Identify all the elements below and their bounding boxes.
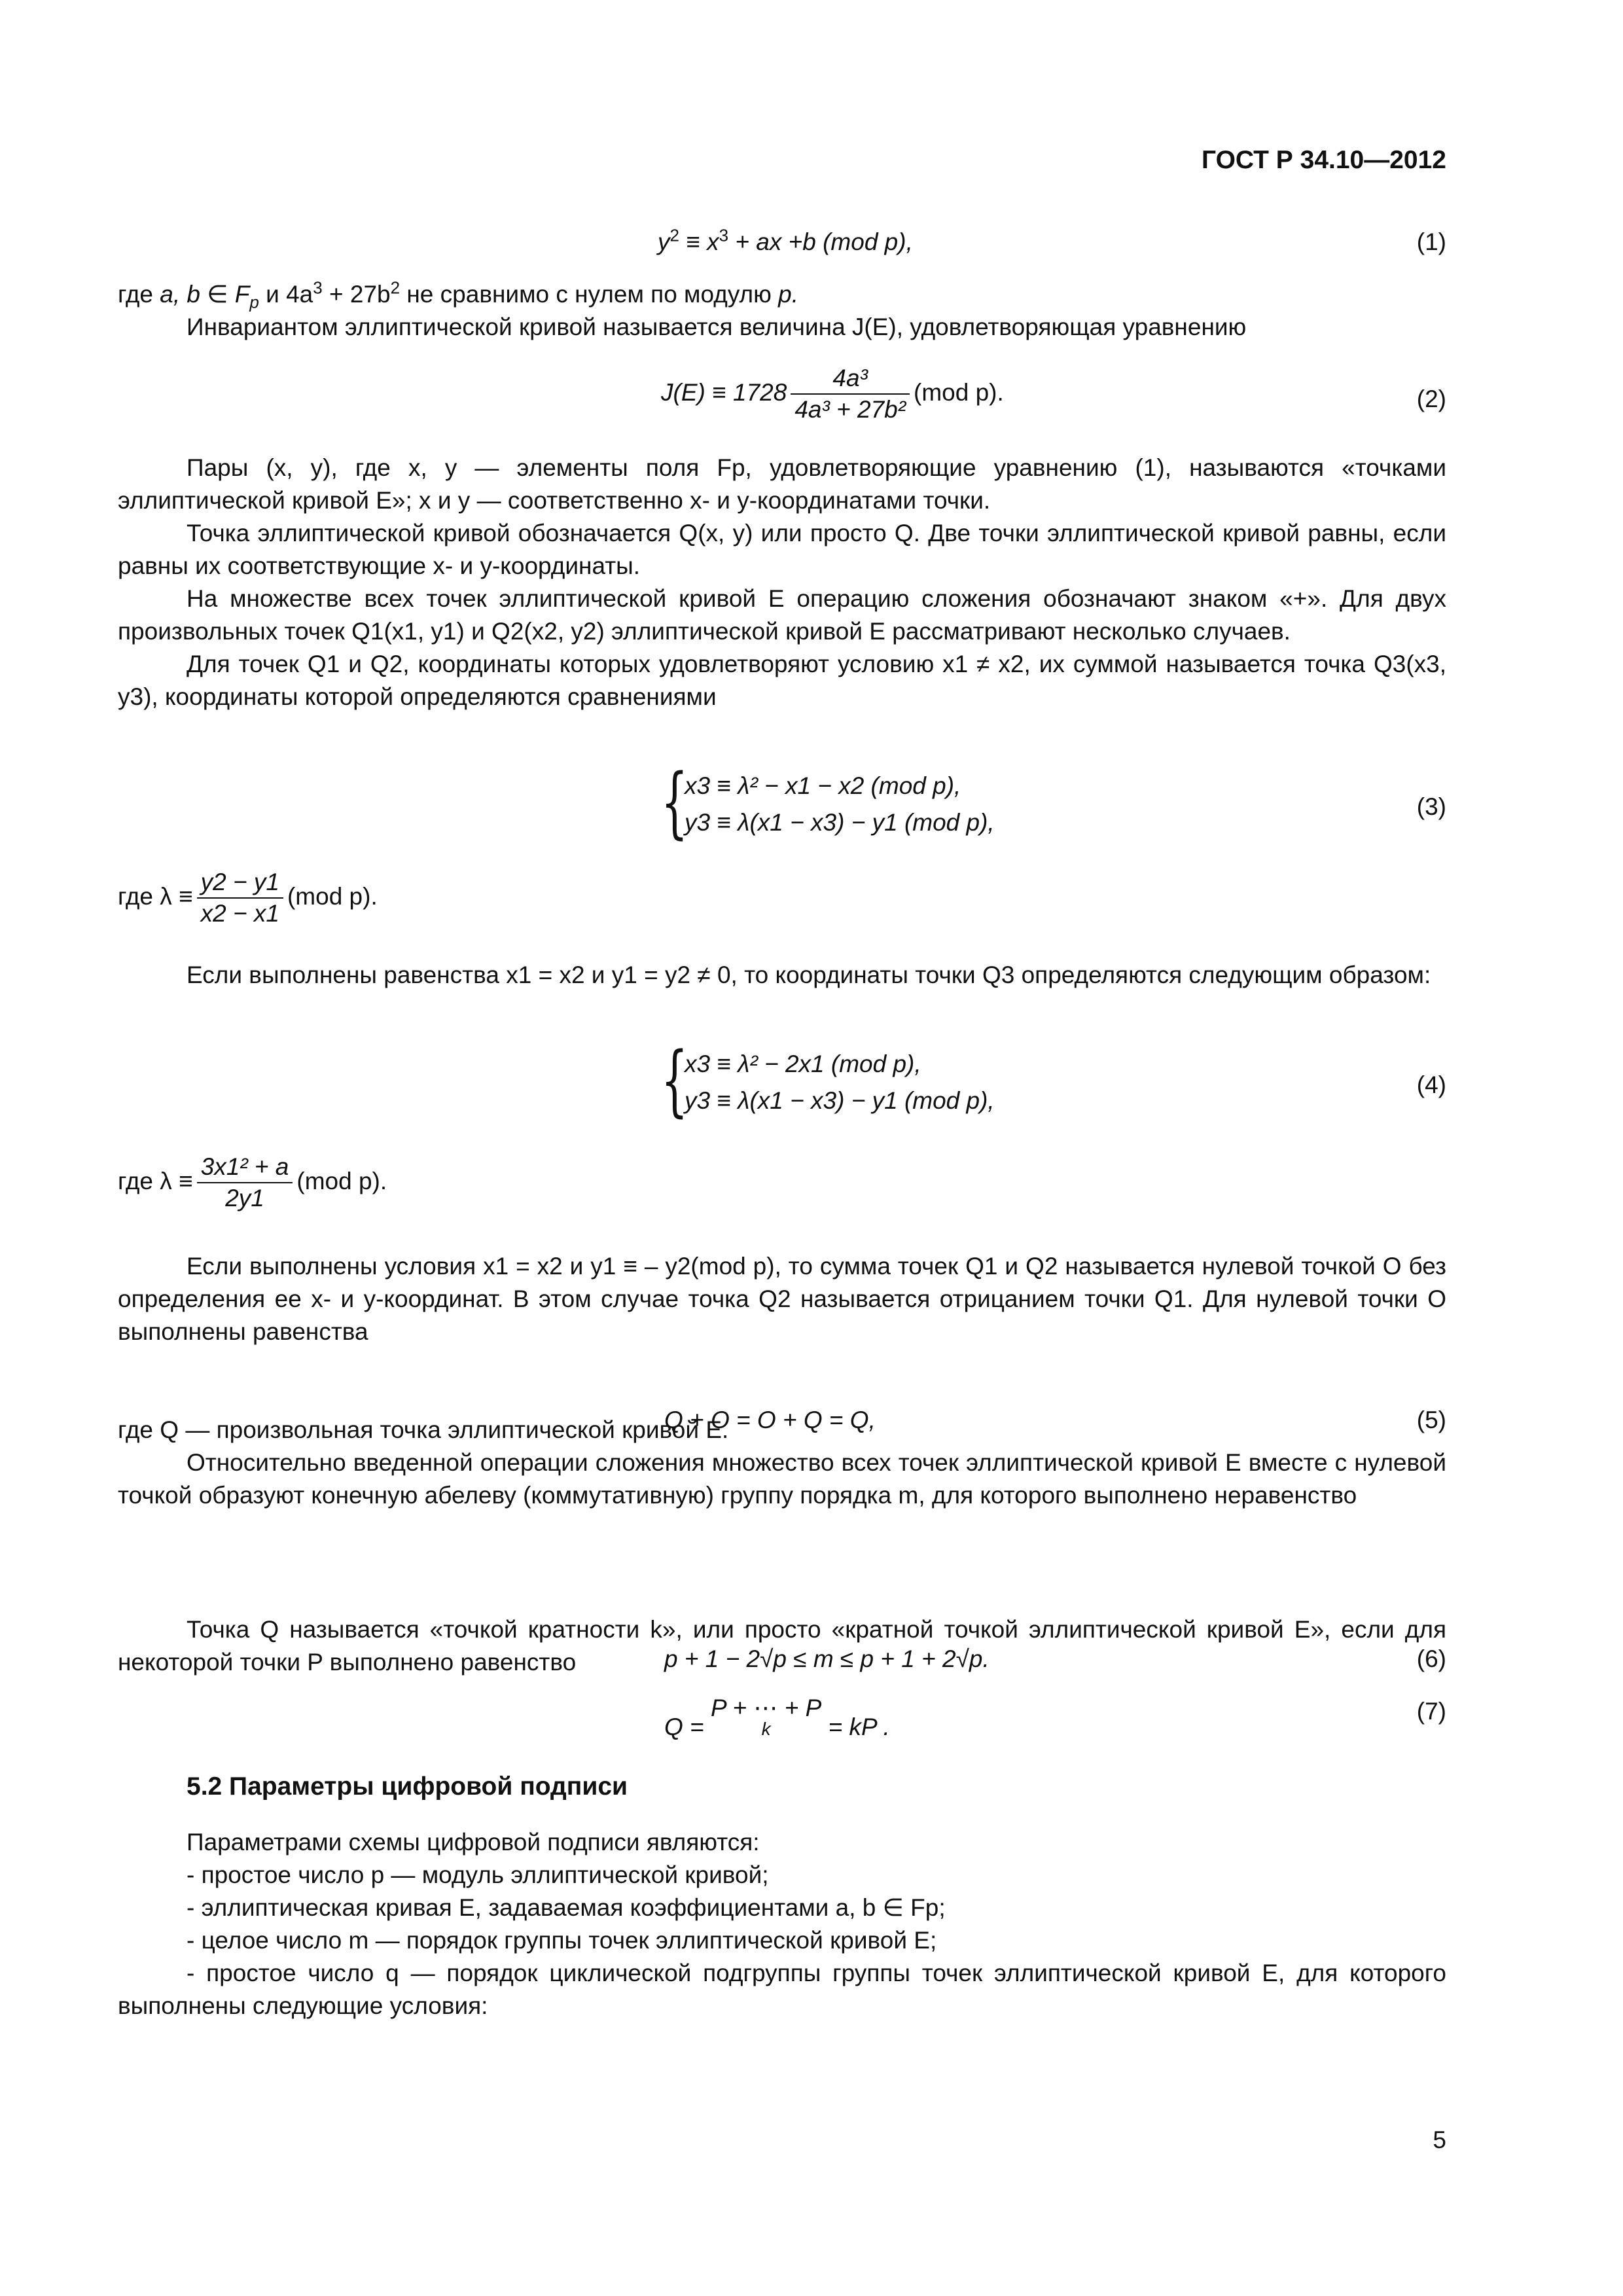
- equation-number: (2): [1416, 386, 1446, 412]
- paragraph-pairs: Пары (x, y), где x, y — элементы поля Fp, удовлетворяющие уравнению (1), называются «точками эллиптической кривой E»; x и y — соответственно x- и y-координатами точки.: [118, 454, 1446, 514]
- paragraphs-definitions: [118, 452, 1446, 713]
- left-brace: {: [661, 757, 688, 847]
- paragraph-point: Точка эллиптической кривой обозначается Q(x, y) или просто Q. Две точки эллиптической кривой равны, если равны их соответствующие x- и y-координаты.: [118, 520, 1446, 579]
- equation-number: (7): [1416, 1698, 1446, 1725]
- equation-6: p + 1 − 2√p ≤ m ≤ p + 1 + 2√p. (6): [118, 1643, 1446, 1682]
- lambda-definition-2: где λ ≡ $\frac{\text{3x1² + a}}{2y1}$ (mod p).: [118, 1153, 387, 1211]
- equation-2: J(E) ≡ 1728 $\frac{\text{4a³}}{\text{4a³ + 27b²}}$ (mod p). (2): [661, 365, 1446, 423]
- page-number: 5: [1433, 2126, 1446, 2153]
- equation-1: $y^2 \equiv x^3$ + ax +b (mod p), (1): [118, 226, 1446, 265]
- equation-number: (5): [1416, 1407, 1446, 1433]
- paragraphs-group: [118, 1414, 1446, 1512]
- standard-header: ГОСТ Р 34.10—2012: [1202, 146, 1446, 174]
- equation-7: Q = P + ⋯ + P k = kP . (7): [664, 1695, 1446, 1740]
- list-item: - эллиптическая кривая E, задаваемая коэффициентами a, b ∈ Fp;: [187, 1894, 946, 1921]
- equation-number: (3): [1416, 793, 1446, 820]
- paragraph-case-2-wrap: [118, 959, 1446, 992]
- equation-4: { x3 ≡ λ² − 2x1 (mod p), y3 ≡ λ(x1 − x3) − y1 (mod p), (4): [661, 1035, 1446, 1125]
- paragraph-case-1: Для точек Q1 и Q2, координаты которых удовлетворяют условию x1 ≠ x2, их суммой называется точка Q3(x3, y3), координаты которой определяются сравнениями: [118, 651, 1446, 710]
- paragraph-group: Относительно введенной операции сложения множество всех точек эллиптической кривой E вместе с нулевой точкой образуют конечную абелеву (коммутативную) группу порядка m, для которого выполнено неравенство: [118, 1449, 1446, 1509]
- paragraph-addition: На множестве всех точек эллиптической кривой E операцию сложения обозначают знаком «+». Для двух произвольных точек Q1(x1, y1) и Q2(x2, y2) эллиптической кривой E рассматривают несколько случаев.: [118, 585, 1446, 645]
- paragraph-multiple: Точка Q называется «точкой кратности k», или просто «кратной точкой эллиптической кривой E», если для некоторой точки P выполнено равенство: [118, 1616, 1446, 1676]
- equation-number: (1): [1416, 228, 1446, 255]
- list-item: - простое число p — модуль эллиптической кривой;: [187, 1861, 769, 1888]
- paragraph-case-2: Если выполнены равенства x1 = x2 и y1 = y2 ≠ 0, то координаты точки Q3 определяются следующим образом:: [187, 961, 1431, 988]
- parameters-intro: Параметрами схемы цифровой подписи являются:: [187, 1829, 760, 1856]
- parameters-list: [118, 1826, 1446, 2022]
- paragraph-multiple-wrap: [118, 1613, 1446, 1679]
- underbrace: P + ⋯ + P k: [710, 1695, 822, 1739]
- list-item: - простое число q — порядок циклической подгруппы группы точек эллиптической кривой E, для которого выполнены следующие условия:: [118, 1960, 1446, 2019]
- list-item: - целое число m — порядок группы точек эллиптической кривой E;: [187, 1927, 937, 1954]
- paragraph-invariant: Инвариантом эллиптической кривой называется величина J(E), удовлетворяющая уравнению: [187, 314, 1247, 340]
- equation-5: Q + O = O + Q = Q, (5): [118, 1404, 1446, 1443]
- paragraph-where-ab: где a, b ∈ $F_p$ и $4a^3 + 27b^2$ не сравнимо с нулем по модулю p. Инвариантом эллиптической кривой называется величина J(E), удовлетворяющая уравнению: [118, 278, 1446, 344]
- paragraph-case-3: Если выполнены условия x1 = x2 и y1 ≡ – y2(mod p), то сумма точек Q1 и Q2 называется нулевой точкой O без определения ее x- и y-координат. В этом случае точка Q2 называется отрицанием точки Q1. Для нулевой точки O выполнены равенства: [118, 1253, 1446, 1345]
- lambda-definition-1: где λ ≡ $\frac{y2 - y1}{x2 - x1}$ (mod p).: [118, 869, 378, 927]
- left-brace: {: [661, 1035, 688, 1125]
- paragraph-where-Q: где Q — произвольная точка эллиптической кривой E.: [118, 1416, 729, 1443]
- section-heading: 5.2 Параметры цифровой подписи: [187, 1772, 628, 1801]
- paragraph-case-3-wrap: [118, 1250, 1446, 1348]
- equation-number: (4): [1416, 1071, 1446, 1098]
- document-page: [118, 0, 1446, 2296]
- equation-number: (6): [1416, 1645, 1446, 1672]
- equation-3: { x3 ≡ λ² − x1 − x2 (mod p), y3 ≡ λ(x1 − x3) − y1 (mod p), (3): [661, 757, 1446, 847]
